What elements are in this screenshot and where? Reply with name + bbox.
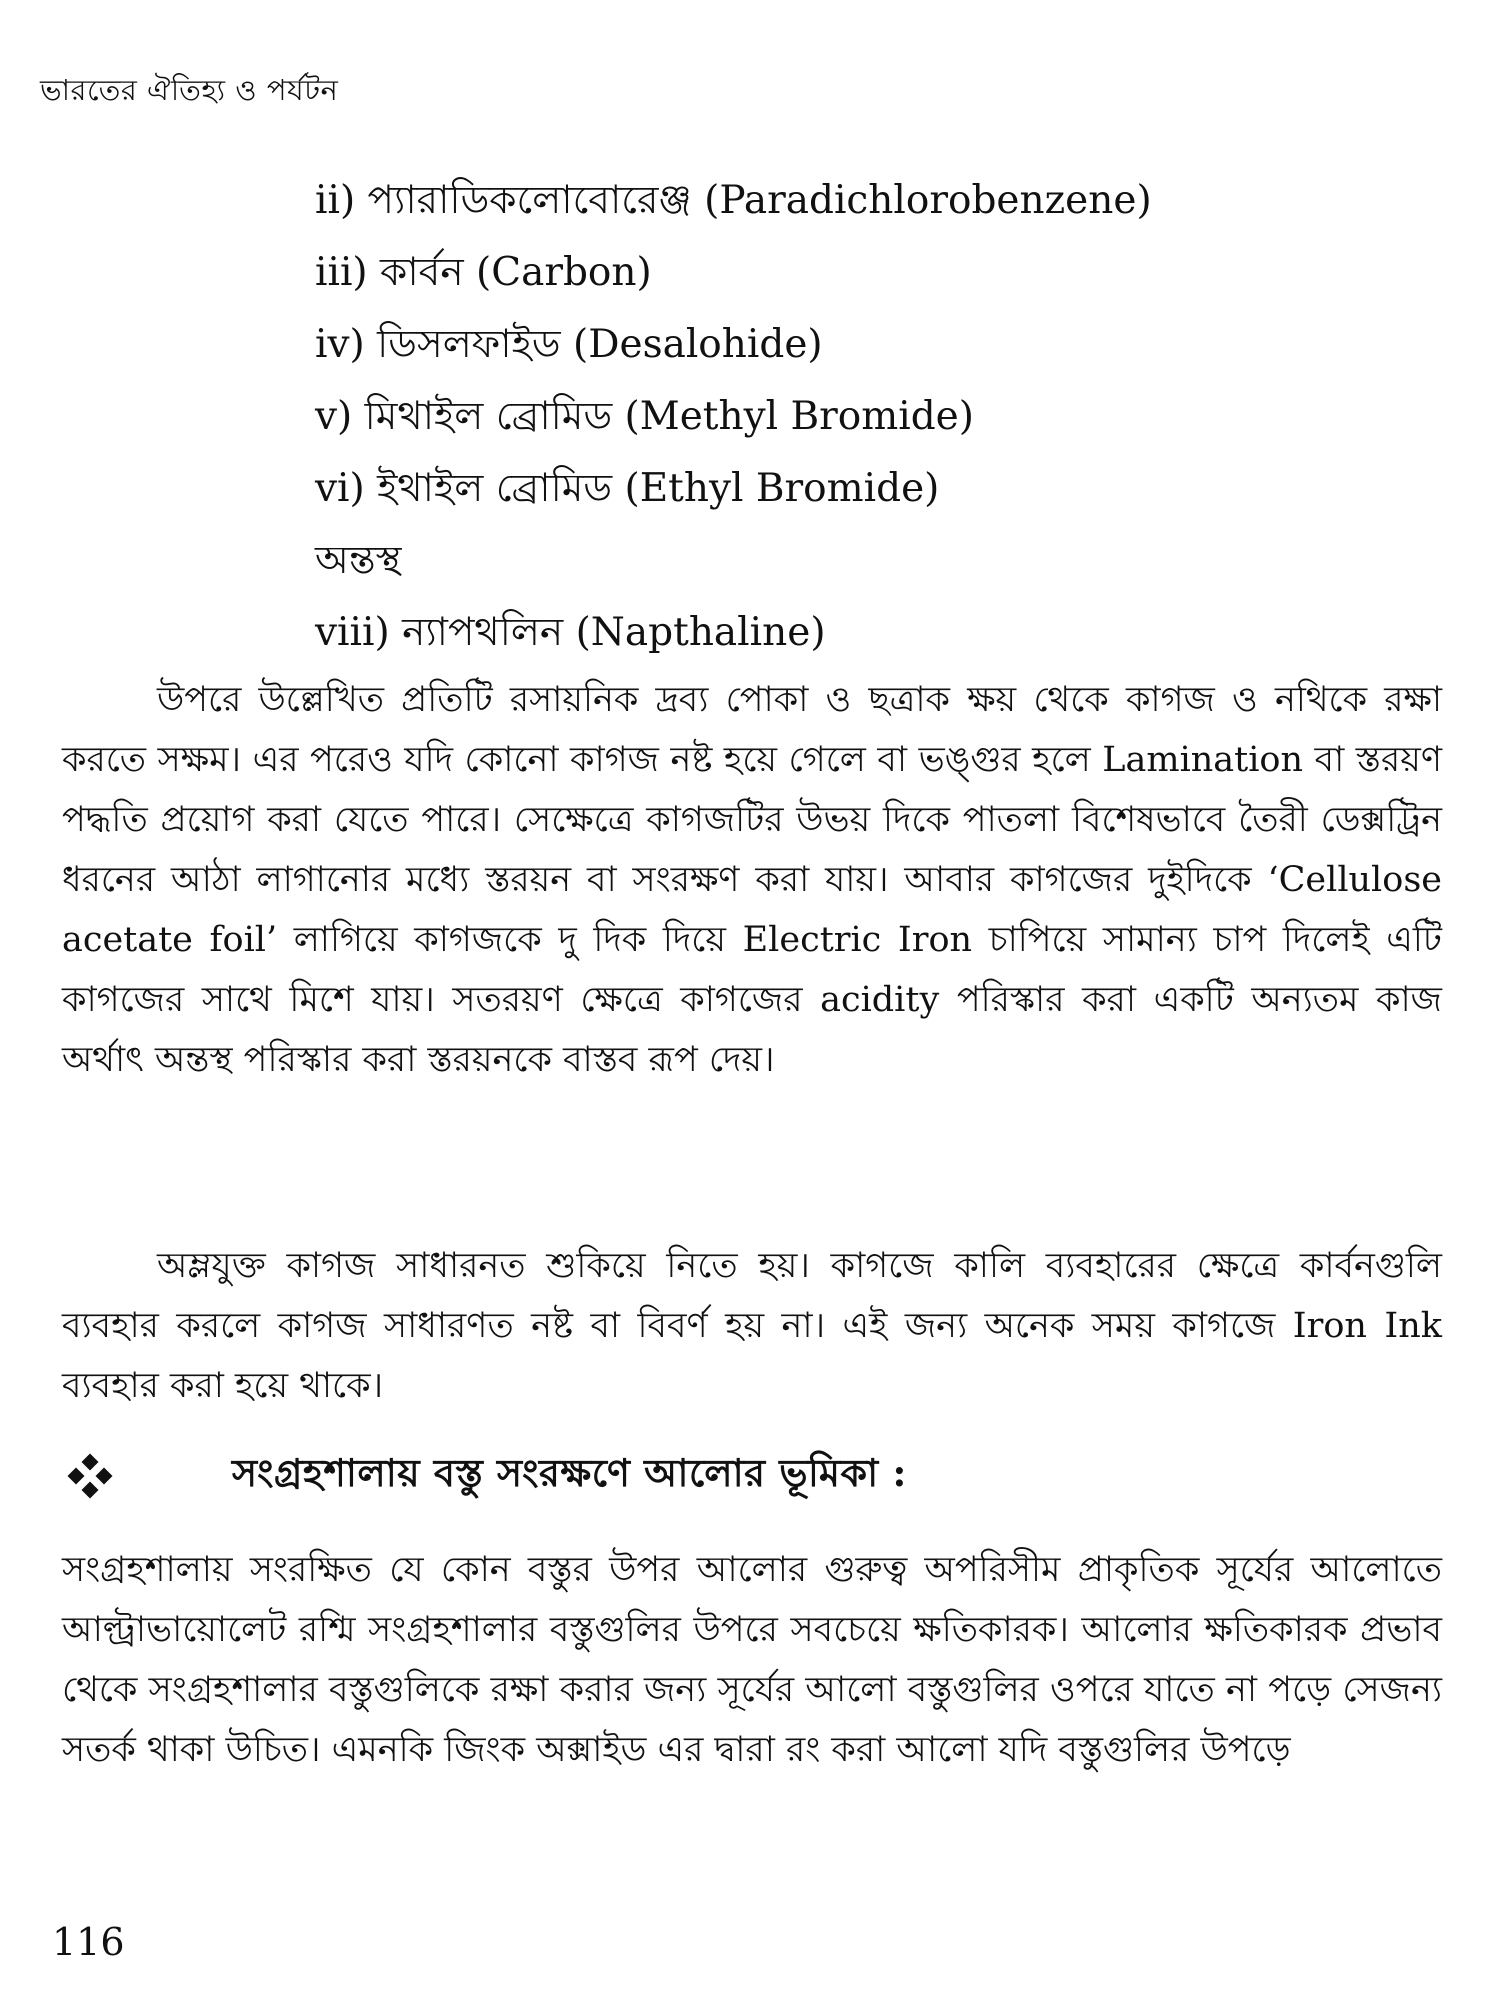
list-item: ii) প্যারাডিকলোবোরেঞ্জ (Paradichlorobenzene)	[315, 178, 1152, 223]
list-item: viii) ন্যাপথলিন (Napthaline)	[315, 610, 826, 655]
list-item: iv) ডিসলফাইড (Desalohide)	[315, 322, 823, 367]
paragraph-lamination: উপরে উল্লেখিত প্রতিটি রসায়নিক দ্রব্য পোকা ও ছত্রাক ক্ষয় থেকে কাগজ ও নথিকে রক্ষা করতে সক্ষম। এর পরেও যদি কোনো কাগজ নষ্ট হয়ে গেলে বা ভঙ্গুর হলে Lamination বা স্তরয়ণ পদ্ধতি প্রয়োগ করা যেতে পারে। সেক্ষেত্রে কাগজটির উভয় দিকে পাতলা বিশেষভাবে তৈরী ডেক্সট্রিন ধরনের আঠা লাগানোর মধ্যে স্তরয়ন বা সংরক্ষণ করা যায়। আবার কাগজের দুইদিকে ‘Cellulose acetate foil’ লাগিয়ে কাগজকে দু দিক দিয়ে Electric Iron চাপিয়ে সামান্য চাপ দিলেই এটি কাগজের সাথে মিশে যায়। সতরয়ণ ক্ষেত্রে কাগজের acidity পরিস্কার করা একটি অন্যতম কাজ অর্থাৎ অন্তস্থ পরিস্কার করা স্তরয়নকে বাস্তব রূপ দেয়।	[62, 680, 1442, 1080]
chemical-list	[315, 165, 1415, 669]
list-item: অন্তস্থ	[315, 538, 402, 583]
paragraph-acid-paper: অম্লযুক্ত কাগজ সাধারনত শুকিয়ে নিতে হয়। কাগজে কালি ব্যবহারের ক্ষেত্রে কার্বনগুলি ব্যবহার করলে কাগজ সাধারণত নষ্ট বা বিবর্ণ হয় না। এই জন্য অনেক সময় কাগজে Iron Ink ব্যবহার করা হয়ে থাকে।	[62, 1246, 1442, 1406]
list-item: v) মিথাইল ব্রোমিড (Methyl Bromide)	[315, 394, 974, 439]
page-number: 116	[52, 1920, 125, 1964]
list-item: iii) কার্বন (Carbon)	[315, 250, 652, 295]
list-item: vi) ইথাইল ব্রোমিড (Ethyl Bromide)	[315, 466, 940, 511]
running-header: ভারতের ঐতিহ্য ও পর্যটন	[40, 73, 339, 107]
section-heading-text: সংগ্রহশালায় বস্তু সংরক্ষণে আলোর ভূমিকা :	[232, 1450, 907, 1495]
section-heading	[68, 1444, 1448, 1508]
four-diamond-bullet-icon	[68, 1454, 112, 1498]
paragraph-light-role: সংগ্রহশালায় সংরক্ষিত যে কোন বস্তুর উপর আলোর গুরুত্ব অপরিসীম প্রাকৃতিক সূর্যের আলোতে আল্ট্রাভায়োলেট রশ্মি সংগ্রহশালার বস্তুগুলির উপরে সবচেয়ে ক্ষতিকারক। আলোর ক্ষতিকারক প্রভাব থেকে সংগ্রহশালার বস্তুগুলিকে রক্ষা করার জন্য সূর্যের আলো বস্তুগুলির ওপরে যাতে না পড়ে সেজন্য সতর্ক থাকা উচিত। এমনকি জিংক অক্সাইড এর দ্বারা রং করা আলো যদি বস্তুগুলির উপড়ে	[62, 1550, 1442, 1770]
